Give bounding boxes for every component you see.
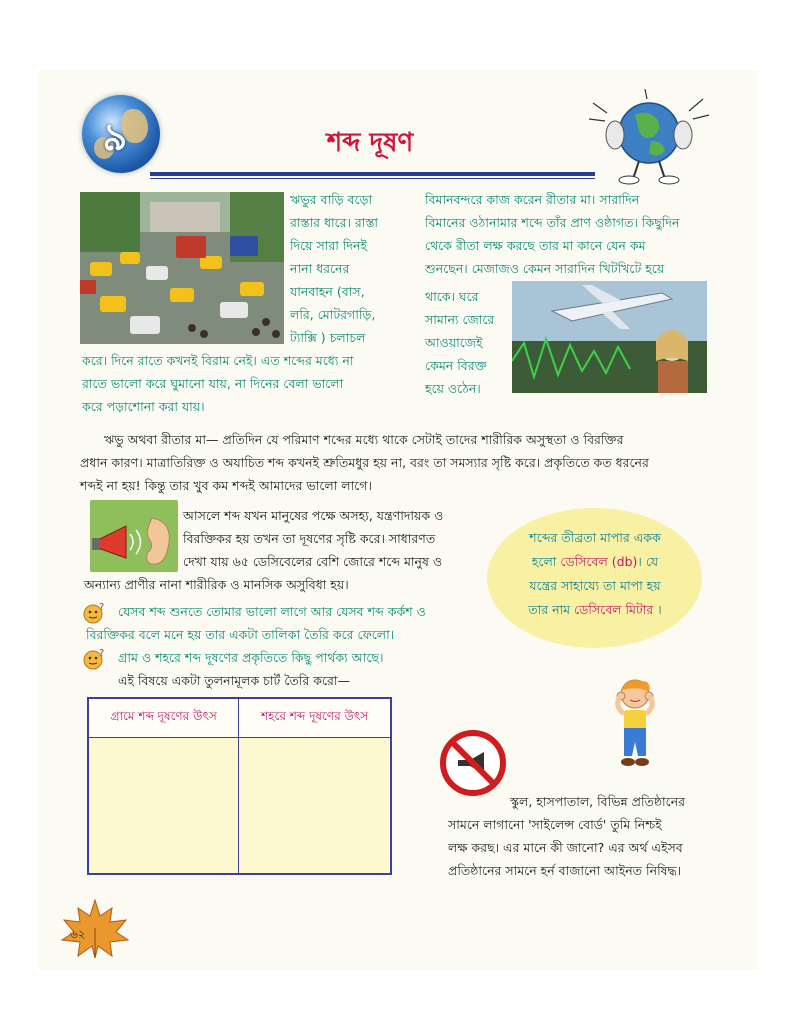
definition-line-4: অন্যান্য প্রাণীর নানা শারীরিক ও মানসিক অসুবিধা হয়। [84, 577, 349, 592]
task-2-line-2: এই বিষয়ে একটা তুলনামূলক চার্ট তৈরি করো— [118, 673, 350, 688]
oval-text-part: । [653, 602, 662, 617]
intro-right-line: শুনছেন। মেজাজও কেমন সারাদিন খিটখিটে হয়ে [425, 261, 665, 276]
intro-right-short-line: থাকে। ঘরে [425, 289, 479, 304]
oval-text-part: তার নাম [528, 602, 575, 617]
svg-text:?: ? [99, 602, 105, 613]
intro-left-line: দিয়ে সারা দিনই [290, 238, 367, 253]
intro-left-full [82, 349, 412, 418]
silence-line: সামনে লাগানো 'সাইলেন্স বোর্ড' তুমি নিশ্চই [448, 817, 662, 832]
task-1 [118, 600, 498, 623]
intro-right-line: থেকে রীতা লক্ষ করছে তার মা কানে যেন কম [425, 238, 646, 253]
chapter-number: ৯ [102, 114, 128, 159]
main-paragraph [80, 428, 720, 497]
definition-line: দেখা যায় ৬৫ ডেসিবেলের বেশি জোরে শব্দে মানুষ ও [183, 554, 443, 569]
intro-left-line: নানা ধরনের [290, 261, 350, 276]
intro-right-short-line: কেমন বিরক্ত [425, 358, 487, 373]
intro-left-full-line: করে। দিনে রাতে কখনই বিরাম নেই। এত শব্দের মধ্যে না [82, 353, 354, 368]
intro-right-short-line: হয়ে ওঠেন। [425, 381, 481, 396]
boy-covering-ears-icon [600, 672, 670, 772]
intro-right-short-line: আওয়াজেই [425, 335, 483, 350]
pollution-definition [183, 504, 483, 573]
table-header-city: শহরে শব্দ দূষণের উৎস [239, 698, 391, 738]
intro-right-short [425, 285, 510, 400]
oval-line: শব্দের তীব্রতা মাপার একক [529, 530, 661, 545]
decibel-term: ডেসিবেল (db) [560, 554, 638, 569]
no-horn-sign-icon [440, 730, 506, 796]
intro-right-column [425, 188, 725, 280]
table-cell-village[interactable] [88, 738, 239, 875]
intro-left-line: যানবাহন (বাস, [290, 284, 365, 299]
silence-line: লক্ষ করছ। এর মানে কী জানো? এর অর্থ এইসব [448, 840, 683, 855]
oval-text-part: হলো [531, 554, 561, 569]
intro-left-column [290, 188, 400, 349]
intro-left-line: লরি, মোটরগাড়ি, [290, 307, 376, 322]
table-cell-city[interactable] [239, 738, 391, 875]
intro-left-line: ঋভুর বাড়ি বড়ো [290, 192, 373, 207]
comparison-chart [87, 697, 392, 875]
silence-line: স্কুল, হাসপাতাল, বিভিন্ন প্রতিষ্ঠানের [510, 794, 686, 809]
paragraph-line: ঋভু অথবা রীতার মা— প্রতিদিন যে পরিমাণ শব্দের মধ্যে থাকে সেটাই তাদের শারীরিক অসুস্থতা ও বিরক্তির [104, 432, 624, 447]
silence-board-text [448, 790, 748, 882]
title-underline-thin [150, 178, 595, 179]
traffic-jam-photo [80, 192, 284, 344]
noisy-earth-cartoon-icon [585, 85, 715, 185]
task-1-line-2: বিরক্তিকর বলে মনে হয় তার একটা তালিকা তৈরি করে ফেলো। [86, 627, 395, 642]
silence-line: প্রতিষ্ঠানের সামনে হর্ন বাজানো আইনত নিষিদ্ধ। [448, 863, 682, 878]
intro-left-full-line: রাতে ভালো করে ঘুমানো যায়, না দিনের বেলা ভালো [82, 376, 344, 391]
title-underline [150, 172, 595, 176]
intro-right-short-line: সামান্য জোরে [425, 312, 495, 327]
paragraph-line: প্রধান কারণ। মাত্রাতিরিক্ত ও অযাচিত শব্দ কখনই শ্রুতিমধুর হয় না, বরং তা সমস্যার সৃষ্টি করে। প্রকৃতিতে কত ধরনের [80, 455, 649, 470]
table-header-village: গ্রামে শব্দ দূষণের উৎস [88, 698, 239, 738]
intro-right-line: বিমানবন্দরে কাজ করেন রীতার মা। সারাদিন [425, 192, 640, 207]
thinking-face-icon [82, 602, 108, 624]
svg-text:?: ? [99, 648, 105, 659]
intro-right-line: বিমানের ওঠানামার শব্দে তাঁর প্রাণ ওষ্ঠাগত। কিছুদিন [425, 215, 680, 230]
definition-tail: সাধারণত [384, 531, 436, 546]
definition-line: আসলে শব্দ যখন মানুষের পক্ষে অসহ্য, যন্ত্রণাদায়ক ও [183, 508, 444, 523]
page-title: শব্দ দূষণ [326, 128, 414, 158]
airplane-noise-photo [512, 281, 707, 393]
thinking-face-icon [82, 648, 108, 670]
intro-left-full-line: করে পড়াশোনা করা যায়। [82, 399, 205, 414]
loudspeaker-ear-icon [90, 500, 178, 572]
paragraph-line: শব্দই না হয়! কিন্তু তার খুব কম শব্দই আমাদের ভালো লাগে। [80, 478, 372, 493]
oval-line: যন্ত্রের সাহায্যে তা মাপা হয় [529, 578, 661, 593]
decibel-meter-term: ডেসিবেল মিটার [574, 602, 654, 617]
task-2-line-1: গ্রাম ও শহরে শব্দ দূষণের প্রকৃতিতে কিছু পার্থক্য আছে। [118, 650, 384, 665]
intro-left-line: রাস্তার ধারে। রাস্তা [290, 215, 379, 230]
page-number: ৬২ [70, 927, 86, 941]
decibel-info-text [505, 526, 685, 622]
intro-left-line: ট্যাক্সি ) চলাচল [290, 330, 366, 345]
task-line: যেসব শব্দ শুনতে তোমার ভালো লাগে আর যেসব শব্দ কর্কশ ও [118, 604, 426, 619]
definition-line: বিরক্তিকর হয় তখন তা দূষণের সৃষ্টি করে। [183, 531, 385, 546]
oval-text-part: । যে [637, 554, 659, 569]
